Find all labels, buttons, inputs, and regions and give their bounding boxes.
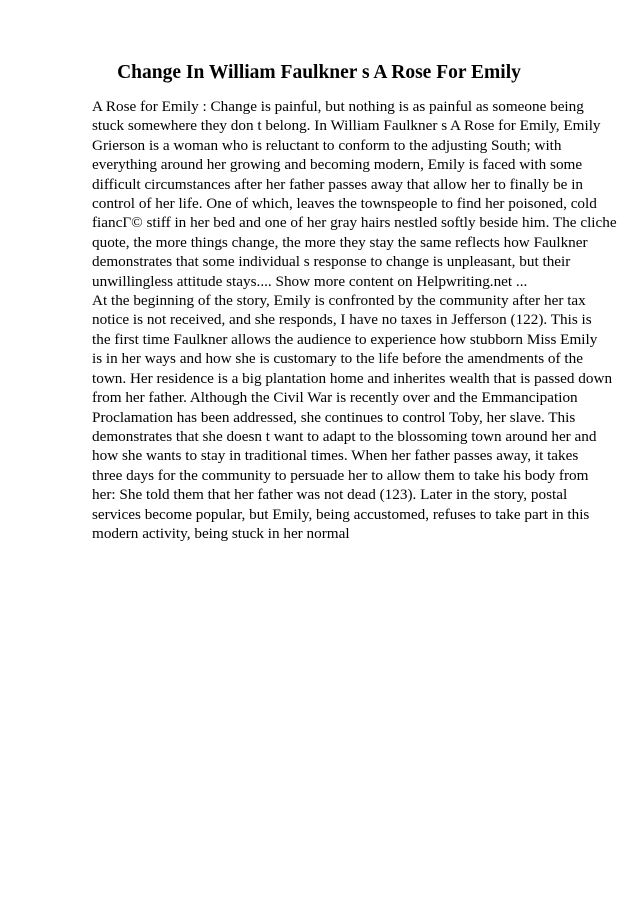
body-line: how she wants to stay in traditional times. When her father passes away, it takes [92,447,579,465]
body-line: difficult circumstances after her father passes away that allow her to finally be in [92,175,584,193]
body-line: services become popular, but Emily, being accustomed, refuses to take part in this [92,505,590,523]
document-title: Change In William Faulkner s A Rose For Emily [117,62,521,83]
body-line: fiancГ© stiff in her bed and one of her gray hairs nestled softly beside him. The cliche [92,214,617,232]
body-line: control of her life. One of which, leaves the townspeople to find her poisoned, cold [92,195,597,213]
body-line: Proclamation has been addressed, she continues to control Toby, her slave. This [92,408,576,426]
document-body [92,97,617,543]
body-line: demonstrates that she doesn t want to adapt to the blossoming town around her and [92,427,597,445]
body-line: is in her ways and how she is customary to the life before the amendments of the [92,350,583,368]
body-line: three days for the community to persuade her to allow them to take his body from [92,466,589,484]
body-line: from her father. Although the Civil War is recently over and the Emmancipation [92,389,578,407]
body-line: town. Her residence is a big plantation home and inherites wealth that is passed down [92,369,613,387]
body-line: quote, the more things change, the more they stay the same reflects how Faulkner [92,233,588,251]
body-line: the first time Faulkner allows the audience to experience how stubborn Miss Emily [92,330,598,348]
body-line: At the beginning of the story, Emily is confronted by the community after her tax [92,292,586,310]
body-line: her: She told them that her father was not dead (123). Later in the story, postal [92,486,568,504]
body-line: notice is not received, and she responds, I have no taxes in Jefferson (122). This is [92,311,592,329]
body-line: A Rose for Emily : Change is painful, but nothing is as painful as someone being [92,98,584,115]
body-line: stuck somewhere they don t belong. In William Faulkner s A Rose for Emily, Emily [92,117,601,135]
body-line: demonstrates that some individual s response to change is unpleasant, but their [92,253,571,271]
body-line: unwillingless attitude stays.... Show more content on Helpwriting.net ... [92,272,528,290]
body-line: everything around her growing and becoming modern, Emily is faced with some [92,156,583,174]
body-line: modern activity, being stuck in her normal [92,524,350,542]
body-line: Grierson is a woman who is reluctant to conform to the adjusting South; with [92,136,562,154]
